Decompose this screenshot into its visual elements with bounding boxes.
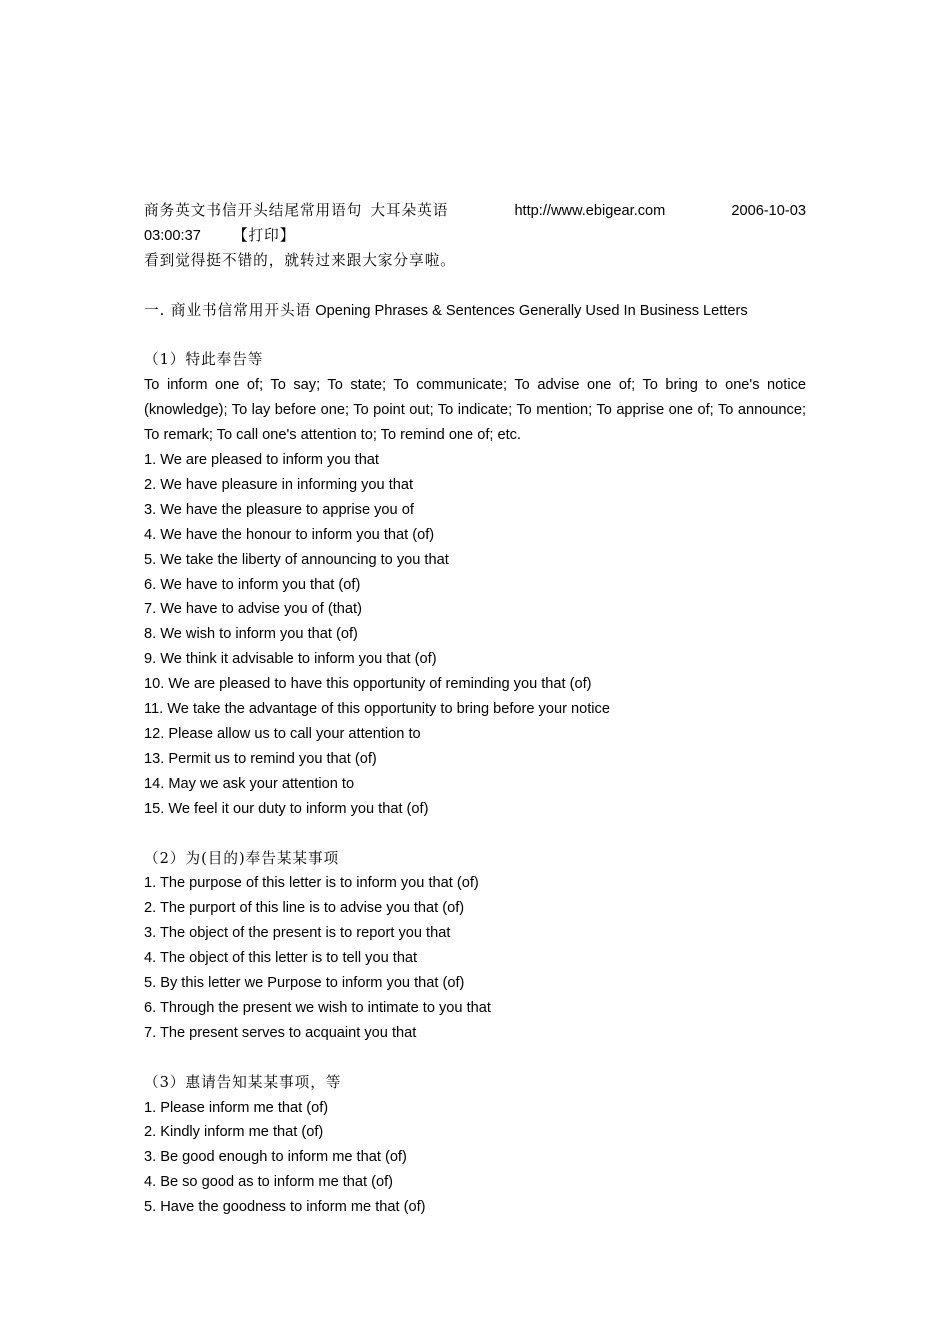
list-item: 1. Please inform me that (of) — [144, 1099, 329, 1116]
list-item: 10. We are pleased to have this opportunity of reminding you that (of) — [144, 676, 592, 693]
phrase-list — [144, 1096, 806, 1221]
list-item: 4. The object of this letter is to tell you that — [144, 950, 418, 967]
list-item: 3. The object of the present is to report you that — [144, 925, 451, 942]
list-item: 3. Be good enough to inform me that (of) — [144, 1149, 407, 1166]
article-date: 2006-10-03 — [731, 203, 806, 219]
list-item: 6. We have to inform you that (of) — [144, 576, 361, 593]
list-item: 4. Be so good as to inform me that (of) — [144, 1174, 394, 1191]
list-item: 11. We take the advantage of this opportunity to bring before your notice — [144, 701, 610, 718]
article-source: 大耳朵英语 — [370, 202, 449, 219]
subsection-heading: （1）特此奉告等 — [144, 351, 264, 369]
section-one-title-en: Opening Phrases & Sentences Generally Used In Business Letters — [315, 302, 748, 319]
phrase-list — [144, 448, 806, 822]
spacer — [144, 822, 806, 847]
list-item: 4. We have the honour to inform you that (of) — [144, 526, 435, 543]
list-item: 5. Have the goodness to inform me that (of) — [144, 1199, 426, 1216]
subsection-heading: （2）为(目的)奉告某某事项 — [144, 849, 340, 867]
article-meta-row — [144, 224, 806, 249]
list-item: 6. Through the present we wish to intimate to you that — [144, 999, 491, 1016]
document-body — [144, 199, 806, 1220]
list-item: 1. We are pleased to inform you that — [144, 452, 379, 469]
intro-text: 看到觉得挺不错的，就转过来跟大家分享啦。 — [144, 251, 456, 269]
list-item: 2. We have pleasure in informing you that — [144, 476, 414, 493]
list-item: 15. We feel it our duty to inform you that (of) — [144, 800, 429, 817]
list-item: 14. May we ask your attention to — [144, 775, 355, 792]
list-item: 5. We take the liberty of announcing to you that — [144, 551, 449, 568]
article-url[interactable]: http://www.ebigear.com — [514, 203, 666, 219]
list-item: 1. The purpose of this letter is to inform you that (of) — [144, 875, 479, 892]
section-one-title-cn: 一. 商业书信常用开头语 — [144, 301, 312, 319]
print-link[interactable]: 【打印】 — [232, 226, 296, 244]
article-time: 03:00:37 — [144, 227, 201, 244]
subsection-3 — [144, 1071, 806, 1220]
spacer — [144, 1046, 806, 1071]
subsection-2 — [144, 847, 806, 1046]
subsection-1 — [144, 348, 806, 821]
spacer — [144, 274, 806, 299]
list-item: 3. We have the pleasure to apprise you of — [144, 501, 414, 518]
spacer — [144, 324, 806, 349]
list-item: 2. Kindly inform me that (of) — [144, 1124, 324, 1141]
list-item: 7. The present serves to acquaint you that — [144, 1024, 417, 1041]
list-item: 9. We think it advisable to inform you that (of) — [144, 651, 437, 668]
list-item: 5. By this letter we Purpose to inform you that (of) — [144, 975, 465, 992]
phrase-list — [144, 871, 806, 1045]
list-item: 8. We wish to inform you that (of) — [144, 626, 358, 643]
article-title-group — [144, 199, 448, 224]
list-item: 12. Please allow us to call your attention to — [144, 726, 421, 742]
list-item: 2. The purport of this line is to advise you that (of) — [144, 900, 465, 917]
article-title: 商务英文书信开头结尾常用语句 — [144, 202, 363, 219]
list-item: 13. Permit us to remind you that (of) — [144, 750, 377, 767]
section-one-title — [144, 299, 806, 324]
list-item: 7. We have to advise you of (that) — [144, 601, 362, 618]
subsection-heading: （3）惠请告知某某事项，等 — [144, 1073, 342, 1091]
article-header — [144, 199, 806, 224]
subsection-paragraph: To inform one of; To say; To state; To communicate; To advise one of; To bring to one's notice (knowledge); To lay before one; To point out; To indicate; To mention; To apprise one of; To announce; To remark; To call one's attention to; To remind one of; etc. — [144, 377, 806, 444]
